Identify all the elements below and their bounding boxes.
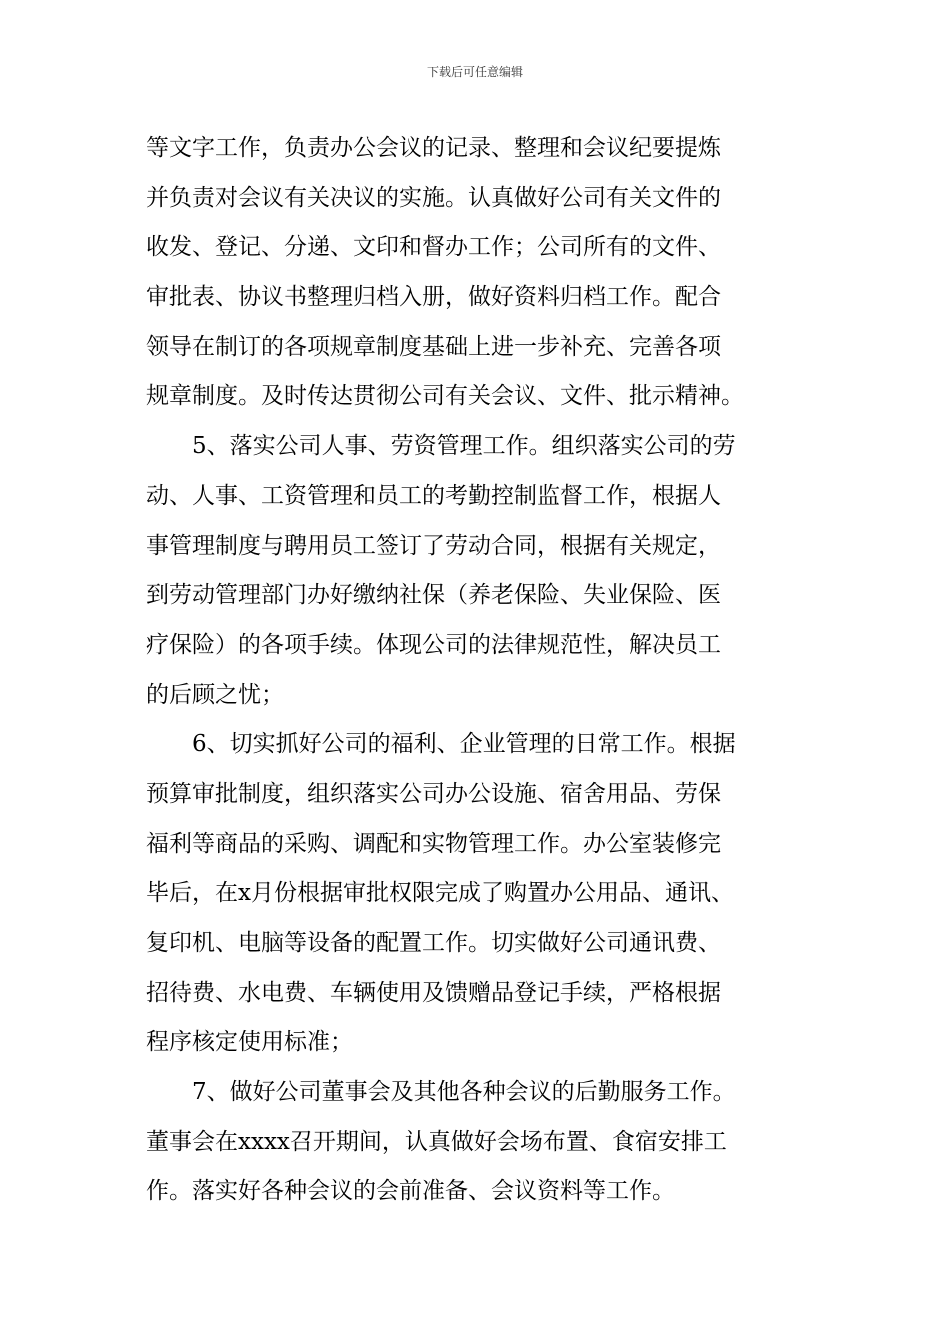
text-line: 5、落实公司人事、劳资管理工作。组织落实公司的劳: [192, 433, 736, 460]
text-line: 事管理制度与聘用员工签订了劳动合同，根据有关规定，: [146, 532, 721, 559]
text-line: 到劳动管理部门办好缴纳社保（养老保险、失业保险、医: [146, 582, 721, 609]
text-line: 审批表、协议书整理归档入册，做好资料归档工作。配合: [146, 284, 721, 311]
text-line: 复印机、电脑等设备的配置工作。切实做好公司通讯费、: [146, 930, 721, 956]
text-line: 规章制度。及时传达贯彻公司有关会议、文件、批示精神。: [146, 383, 744, 410]
text-line: 疗保险）的各项手续。体现公司的法律规范性，解决员工: [146, 631, 721, 658]
text-line: 等文字工作，负责办公会议的记录、整理和会议纪要提炼: [146, 135, 721, 161]
document-body: [146, 124, 811, 1217]
text-line: 7、做好公司董事会及其他各种会议的后勤服务工作。: [192, 1079, 736, 1106]
text-line: 预算审批制度，组织落实公司办公设施、宿舍用品、劳保: [146, 780, 721, 807]
text-line: 领导在制订的各项规章制度基础上进一步补充、完善各项: [146, 333, 721, 360]
text-line: 董事会在xxxx召开期间，认真做好会场布置、食宿安排工: [146, 1128, 727, 1155]
text-line: 并负责对会议有关决议的实施。认真做好公司有关文件的: [146, 184, 721, 211]
text-line: 程序核定使用标准；: [146, 1029, 353, 1056]
text-line: 的后顾之忧；: [146, 681, 284, 708]
text-line: 招待费、水电费、车辆使用及馈赠品登记手续，严格根据: [146, 979, 721, 1006]
text-line: 动、人事、工资管理和员工的考勤控制监督工作，根据人: [146, 482, 721, 509]
text-line: 收发、登记、分递、文印和督办工作；公司所有的文件、: [146, 234, 721, 261]
page-header: 下载后可任意编辑: [426, 65, 523, 79]
text-line: 6、切实抓好公司的福利、企业管理的日常工作。根据: [192, 731, 736, 758]
text-line: 福利等商品的采购、调配和实物管理工作。办公室装修完: [146, 830, 721, 857]
text-line: 作。落实好各种会议的会前准备、会议资料等工作。: [146, 1178, 675, 1205]
text-line: 毕后，在x月份根据审批权限完成了购置办公用品、通讯、: [146, 880, 734, 907]
